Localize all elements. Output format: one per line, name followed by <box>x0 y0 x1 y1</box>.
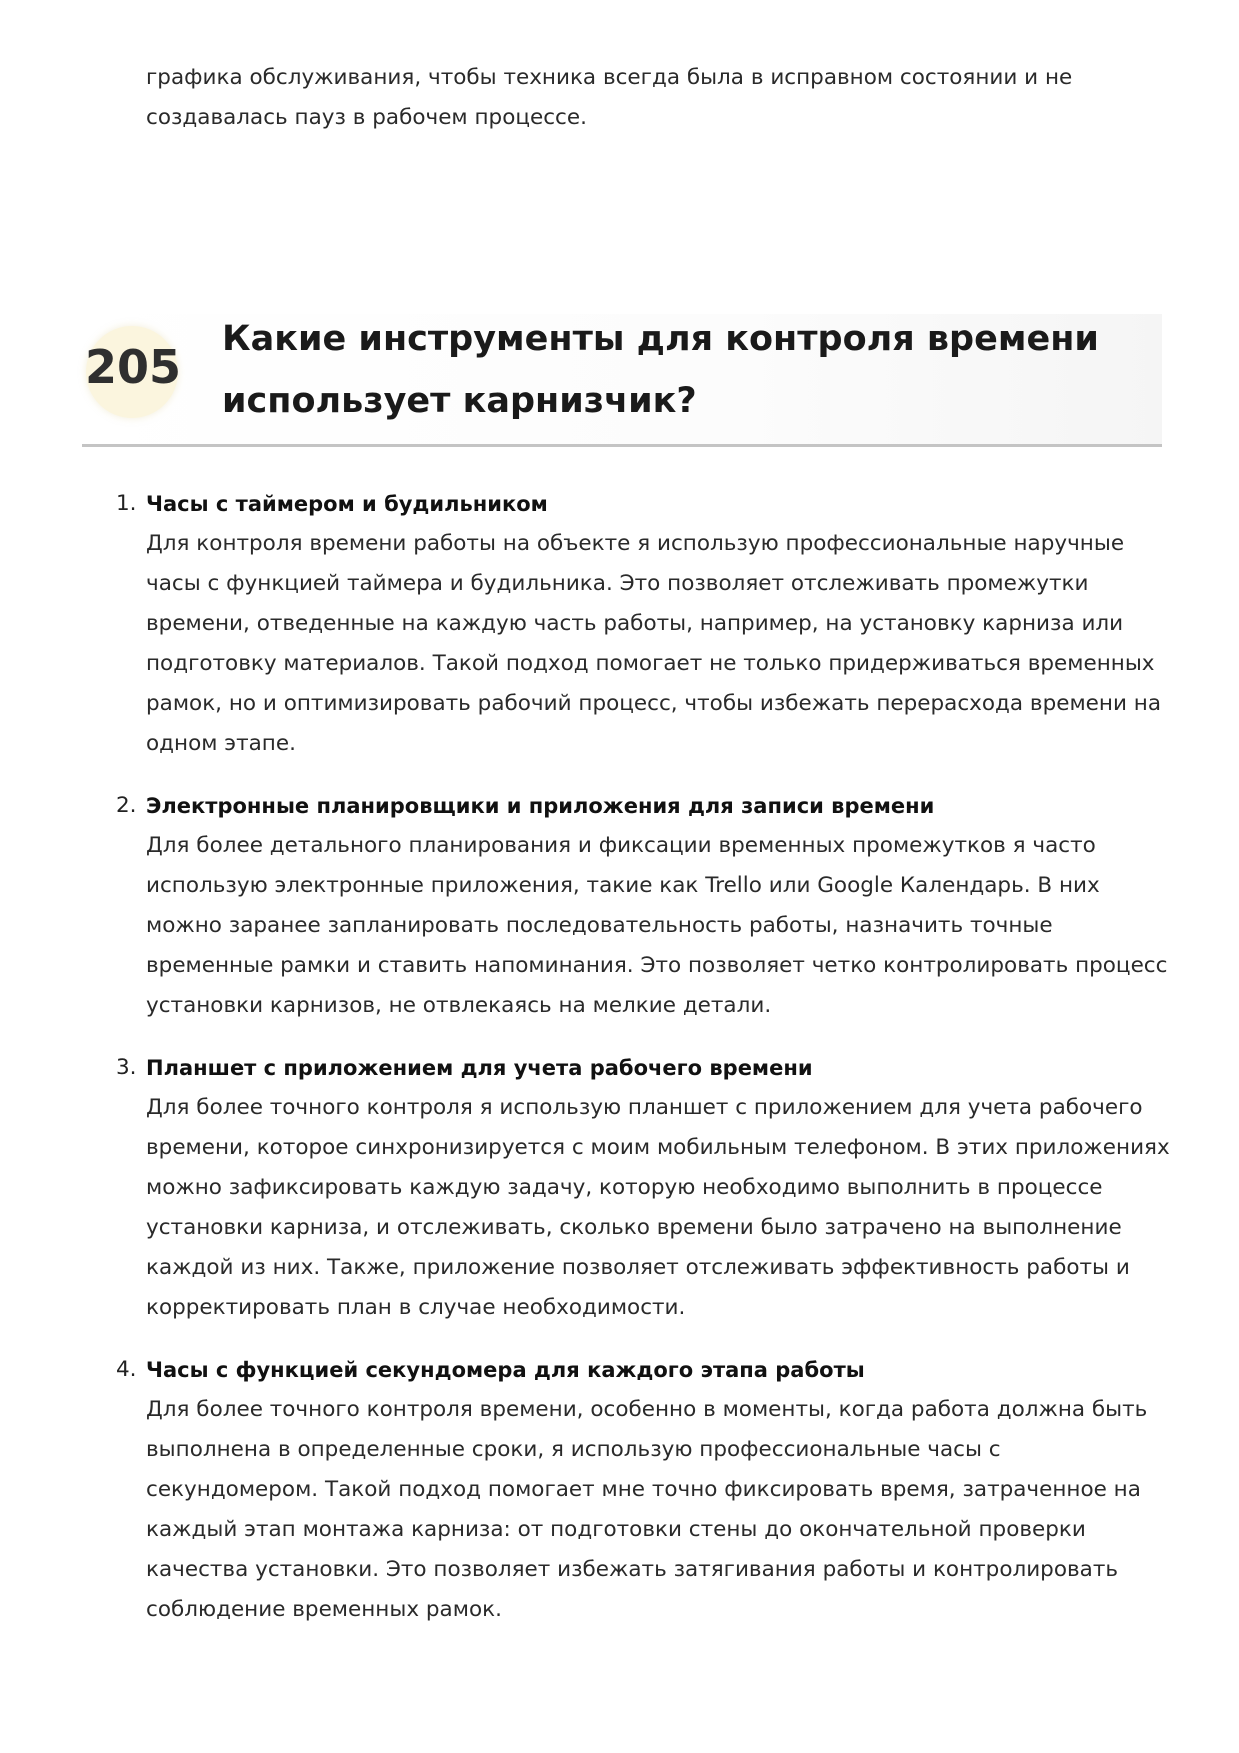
question-header <box>82 314 1162 447</box>
answer-number: 4. <box>116 1357 137 1382</box>
answer-item-1 <box>116 484 1176 764</box>
answer-body: Для контроля времени работы на объекте я использую профессиональные наручные часы с функцией таймера и будильника. Это позволяет отслеживать промежутки времени, отведенные на каждую часть работы, например, на установку карниза или подготовку материалов. Такой подход помогает не только придерживаться временных рамок, но и оптимизировать рабочий процесс, чтобы избежать перерасхода времени на одном этапе. <box>146 531 1161 756</box>
answer-body: Для более точного контроля времени, особенно в моменты, когда работа должна быть выполнена в определенные сроки, я использую профессиональные часы с секундомером. Такой подход помогает мне точно фиксировать время, затраченное на каждый этап монтажа карниза: от подготовки стены до окончательной проверки качества установки. Это позволяет избежать затягивания работы и контролировать соблюдение временных рамок. <box>146 1397 1148 1622</box>
answer-number: 3. <box>116 1055 137 1080</box>
answer-body: Для более детального планирования и фиксации временных промежутков я часто использую электронные приложения, такие как Trello или Google Календарь. В них можно заранее запланировать последовательность работы, назначить точные временные рамки и ставить напоминания. Это позволяет четко контролировать процесс установки карнизов, не отвлекаясь на мелкие детали. <box>146 833 1168 1018</box>
answer-number: 1. <box>116 491 137 516</box>
question-title: Какие инструменты для контроля времени использует карнизчик? <box>222 319 1099 421</box>
answer-title: Часы с таймером и будильником <box>146 492 548 516</box>
answer-list <box>116 484 1176 1652</box>
intro-paragraph: графика обслуживания, чтобы техника всегда была в исправном состоянии и не создавалась пауз в рабочем процессе. <box>146 65 1073 130</box>
answer-item-2 <box>116 786 1176 1026</box>
answer-body: Для более точного контроля я использую планшет с приложением для учета рабочего времени, которое синхронизируется с моим мобильным телефоном. В этих приложениях можно зафиксировать каждую задачу, которую необходимо выполнить в процессе установки карниза, и отслеживать, сколько времени было затрачено на выполнение каждой из них. Также, приложение позволяет отслеживать эффективность работы и корректировать план в случае необходимости. <box>146 1095 1170 1320</box>
answer-title: Планшет с приложением для учета рабочего времени <box>146 1056 813 1080</box>
answer-title: Часы с функцией секундомера для каждого этапа работы <box>146 1358 865 1382</box>
answer-item-3 <box>116 1048 1176 1328</box>
answer-item-4 <box>116 1350 1176 1630</box>
answer-number: 2. <box>116 793 137 818</box>
question-number: 205 <box>84 340 182 394</box>
answer-title: Электронные планировщики и приложения для записи времени <box>146 794 935 818</box>
